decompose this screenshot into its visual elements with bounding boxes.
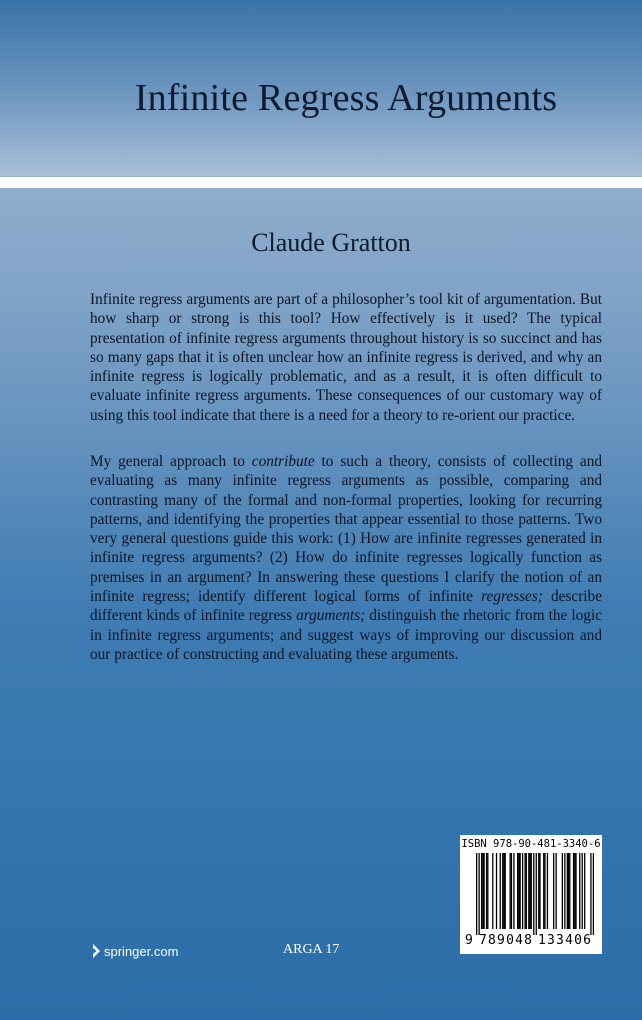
barcode-bar — [513, 853, 514, 929]
barcode-bar — [496, 853, 497, 929]
barcode-bar — [582, 853, 583, 929]
barcode-bar — [553, 853, 554, 929]
blurb-emphasis: arguments; — [296, 607, 366, 625]
barcode-bar — [492, 853, 493, 929]
chevron-right-icon — [92, 944, 101, 958]
barcode-digits-right: 133406 — [538, 933, 593, 948]
barcode-bar — [511, 853, 512, 929]
blurb-text: describe different kinds of infinite regress — [90, 588, 602, 625]
barcode-bar — [519, 853, 520, 929]
barcode-bar — [584, 853, 585, 929]
barcode-bar — [533, 853, 534, 935]
blurb-emphasis: contribute — [251, 453, 315, 470]
barcode-bar — [528, 853, 529, 929]
barcode-bar — [573, 853, 574, 929]
blurb-text: distinguish the rhetoric from the logic in infinite regress arguments; and suggest ways of improving our discussion and our practice of constructing and evaluating these arguments. — [90, 607, 602, 663]
barcode-bar — [567, 853, 568, 929]
barcode-bar — [505, 853, 506, 929]
publisher-website[interactable] — [92, 941, 178, 961]
barcode-digits — [460, 933, 602, 951]
barcode-bar — [478, 853, 479, 935]
barcode-bar — [569, 853, 570, 929]
barcode-bar — [555, 853, 556, 929]
white-divider-stripe — [0, 177, 642, 188]
barcode-bar — [529, 853, 530, 929]
barcode-bar — [524, 853, 525, 929]
barcode-bar — [482, 853, 483, 929]
barcode-bar — [562, 853, 563, 929]
barcode-bar — [568, 853, 569, 929]
barcode-bar — [543, 853, 544, 929]
barcode-bar — [574, 853, 575, 929]
barcode-bar — [522, 853, 523, 929]
barcode-bar — [487, 853, 488, 929]
barcode-bar — [483, 853, 484, 929]
blurb-text: My general approach to — [90, 453, 252, 470]
barcode-bars — [476, 853, 594, 935]
barcode-bar — [575, 853, 576, 929]
barcode-bar — [476, 853, 477, 935]
barcode-bar — [481, 853, 482, 929]
barcode-digits-left: 789048 — [479, 933, 534, 948]
barcode-bar — [579, 853, 580, 929]
barcode-digit-first: 9 — [465, 933, 473, 948]
barcode-bar — [547, 853, 548, 929]
book-title: Infinite Regress Arguments — [134, 77, 558, 119]
barcode-bar — [502, 853, 503, 929]
barcode-bar — [500, 853, 501, 929]
barcode-bar — [510, 853, 511, 929]
barcode-bar — [536, 853, 537, 935]
blurb-emphasis: regresses; — [481, 588, 543, 606]
barcode-bar — [564, 853, 565, 929]
barcode-bar — [503, 853, 504, 929]
blurb-paragraph-1: Infinite regress arguments are part of a philosopher’s tool kit of argumentation. But how sharp or strong is this tool? How effectively is it used? The typical presentation of infinite regress arguments throughout history is so succinct and has so many gaps that it is often unclear how an infinite regress is derived, and why an infinite regress is logically problematic, and as a result, it is often difficult to evaluate infinite regress arguments. These consequences of our customary way of using this tool indicate that there is a need for a theory to re-orient our practice. — [90, 291, 602, 424]
publisher-website-label: springer.com — [104, 943, 179, 959]
series-label: ARGA 17 — [283, 942, 340, 957]
barcode-bar — [593, 853, 594, 935]
author-name: Claude Gratton — [251, 228, 411, 257]
barcode-bar — [531, 853, 532, 929]
blurb-text: to such a theory, consists of collecting and evaluating as many infinite regress arguments as possible, comparing and contrasting many of the formal and non-formal properties, looking for recurring patterns, and identifying the properties that appear essential to those patterns. Two very general questions guide this work: (1) How are infinite regresses generated in infinite regress arguments? (2) How do infinite regresses logically function as premises in an argument? In answering these questions I clarify the notion of an infinite regress; identify different logical forms of infinite — [90, 453, 603, 606]
isbn-barcode — [460, 835, 602, 954]
barcode-bar — [518, 853, 519, 929]
barcode-bar — [486, 853, 487, 929]
barcode-bar — [544, 853, 545, 929]
barcode-bar — [526, 853, 527, 929]
isbn-label: ISBN 978-90-481-3340-6 — [461, 838, 601, 850]
barcode-bar — [590, 853, 591, 935]
barcode-bar — [539, 853, 540, 929]
blurb-paragraph-2 — [90, 452, 602, 664]
barcode-bar — [517, 853, 518, 929]
barcode-bar — [538, 853, 539, 929]
